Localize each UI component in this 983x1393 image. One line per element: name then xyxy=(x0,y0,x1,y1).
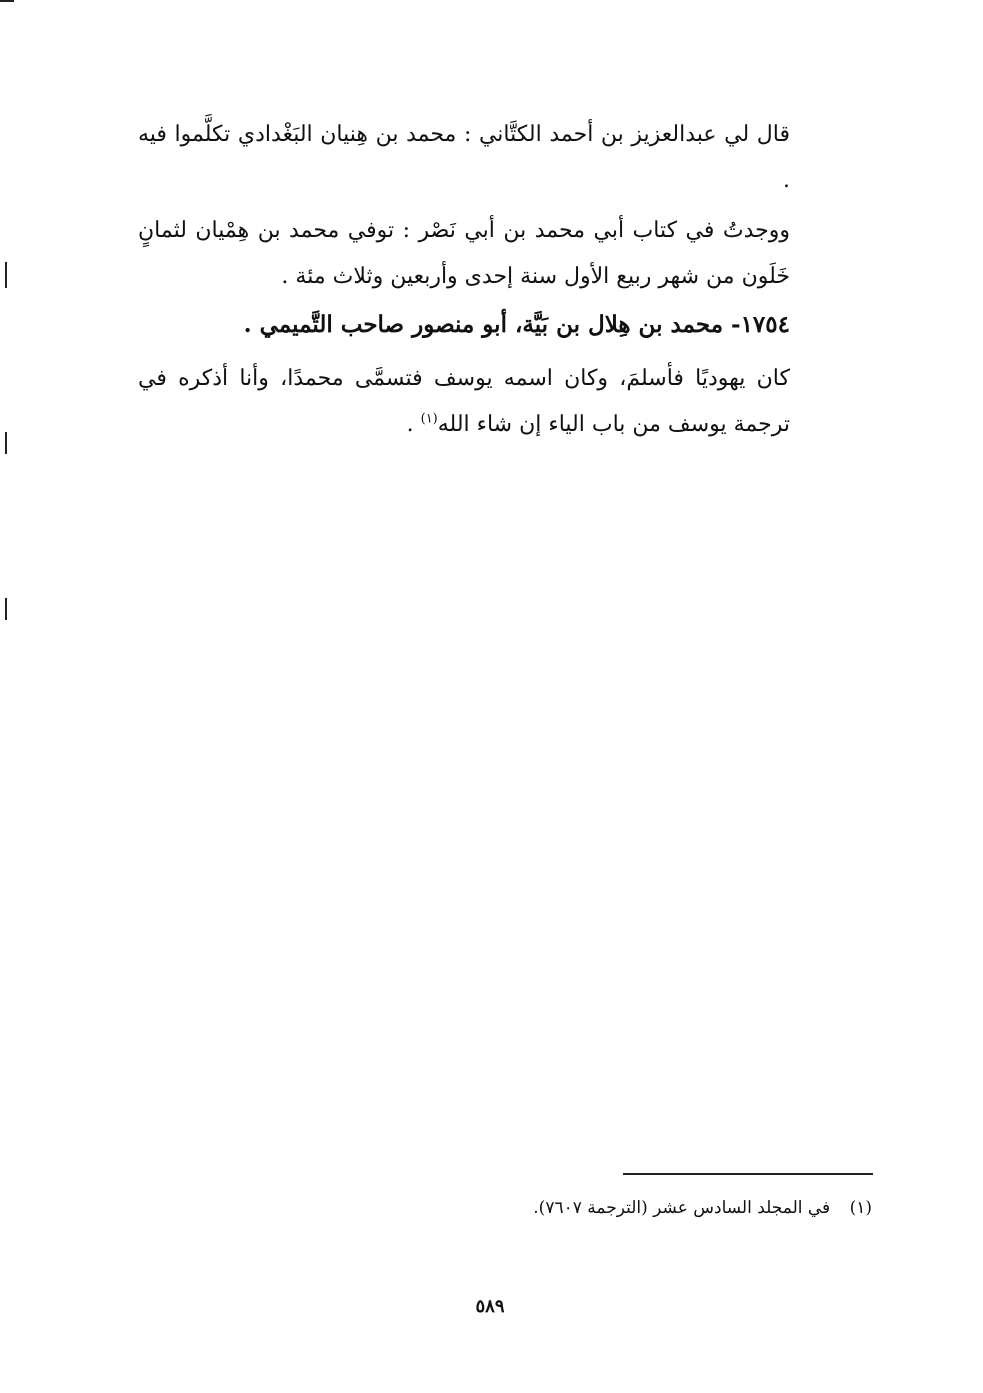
footnote-separator xyxy=(623,1173,873,1175)
footnote-number: (١) xyxy=(849,1198,872,1218)
body-paragraph-1: قال لي عبدالعزيز بن أحمد الكتَّاني : محمد بن هِنيان البَغْدادي تكلَّموا فيه . xyxy=(138,122,790,193)
scan-edge-mark xyxy=(5,432,7,454)
scan-edge-mark xyxy=(5,598,7,620)
footnote xyxy=(430,1194,872,1222)
body-paragraph-2: ووجدتُ في كتاب أبي محمد بن أبي نَصْر : توفي محمد بن هِمْيان لثمانٍ خَلَون من شهر ربيع الأول سنة إحدى وأربعين وثلاث مئة . xyxy=(138,218,790,289)
scan-corner-mark xyxy=(0,0,14,2)
footnote-text: في المجلد السادس عشر (الترجمة ٧٦٠٧). xyxy=(533,1198,831,1218)
footnote-reference[interactable]: (١) xyxy=(420,411,438,427)
page-number: ٥٨٩ xyxy=(475,1296,505,1317)
scan-edge-mark xyxy=(5,262,7,288)
paragraph-3-text: كان يهوديًا فأسلمَ، وكان اسمه يوسف فتسمَّى محمدًا، وأنا أذكره في ترجمة يوسف من باب الياء إن شاء الله xyxy=(138,366,790,437)
body-paragraph-3 xyxy=(138,356,790,448)
paragraph-3-end: . xyxy=(406,412,421,437)
entry-heading: ١٧٥٤- محمد بن هِلال بن بَيَّة، أبو منصور صاحب التَّميمي . xyxy=(243,311,790,338)
